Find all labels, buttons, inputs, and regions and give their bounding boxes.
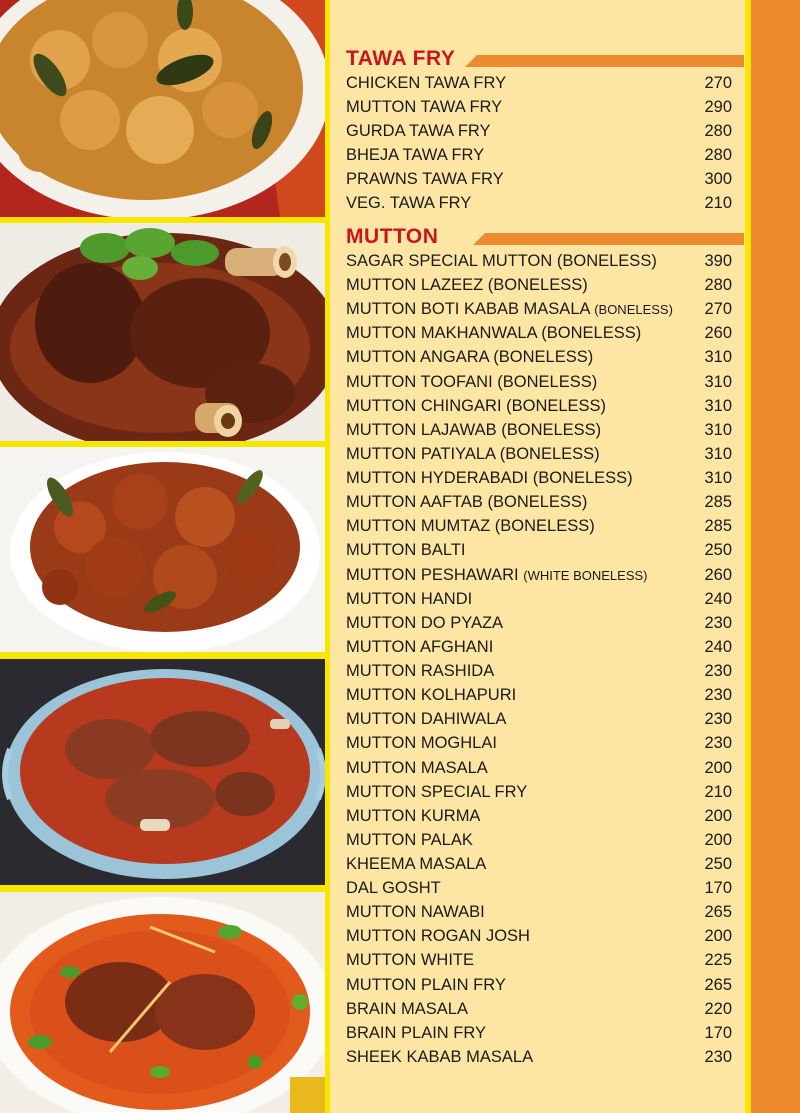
menu-item-note: (WHITE BONELESS): [523, 568, 648, 583]
menu-item-price: 265: [704, 903, 732, 921]
menu-item-price: 240: [704, 590, 732, 608]
menu-item-name: MUTTON KOLHAPURI: [346, 686, 517, 704]
menu-item-price: 300: [704, 170, 732, 188]
menu-item: [346, 321, 732, 345]
menu-item-price: 310: [704, 397, 732, 415]
section-title: MUTTON: [346, 225, 439, 248]
menu-item-price: 310: [704, 445, 732, 463]
menu-item-name: MUTTON PATIYALA (BONELESS): [346, 445, 600, 463]
menu-item: [346, 707, 732, 731]
menu-item: [346, 273, 732, 297]
menu-item-price: 230: [704, 734, 732, 752]
menu-item: [346, 563, 732, 587]
menu-item: [346, 95, 732, 119]
menu-item: [346, 466, 732, 490]
menu-item-price: 200: [704, 807, 732, 825]
menu-item: [346, 297, 732, 321]
menu-item-name: MUTTON PESHAWARI: [346, 566, 519, 584]
menu-item: [346, 71, 732, 95]
menu-item: [346, 143, 732, 167]
menu-item-price: 310: [704, 469, 732, 487]
menu-item-price: 210: [704, 783, 732, 801]
menu-item-name: SHEEK KABAB MASALA: [346, 1048, 534, 1066]
menu-item-name: MUTTON MASALA: [346, 759, 488, 777]
menu-item-name: GURDA TAWA FRY: [346, 122, 491, 140]
menu-item-name: MUTTON WHITE: [346, 951, 475, 969]
menu-item-price: 280: [704, 122, 732, 140]
mutton-shank-curry-photo-icon: [0, 223, 325, 441]
menu-item-price: 250: [704, 855, 732, 873]
section-title: TAWA FRY: [346, 47, 456, 70]
menu-item-name: MUTTON LAZEEZ (BONELESS): [346, 276, 588, 294]
menu-item-price: 390: [704, 252, 732, 270]
menu-item-price: 260: [704, 324, 732, 342]
menu-item-price: 285: [704, 517, 732, 535]
menu-item-price: 220: [704, 1000, 732, 1018]
menu-item-name: MUTTON BOTI KABAB MASALA: [346, 300, 590, 318]
menu-item-name: MUTTON TOOFANI (BONELESS): [346, 373, 598, 391]
menu-item: [346, 659, 732, 683]
menu-item: [346, 418, 732, 442]
mutton-dry-masala-photo-icon: [0, 447, 325, 652]
mutton-nihari-bowl-photo-icon: [0, 892, 325, 1113]
menu-item-name: MUTTON KURMA: [346, 807, 481, 825]
section-heading-bar: [465, 55, 744, 67]
menu-item-price: 310: [704, 421, 732, 439]
menu-item-price: 200: [704, 831, 732, 849]
menu-item-price: 270: [704, 74, 732, 92]
menu-item: [346, 997, 732, 1021]
menu-item-price: 170: [704, 1024, 732, 1042]
menu-item-name: BRAIN PLAIN FRY: [346, 1024, 486, 1042]
mutton-curry-glass-bowl-photo-icon: [0, 659, 325, 885]
menu-item: [346, 852, 732, 876]
menu-item-price: 310: [704, 348, 732, 366]
orange-side-strip: [751, 0, 800, 1113]
menu-item: [346, 635, 732, 659]
menu-item: [346, 538, 732, 562]
menu-item-name: MUTTON ROGAN JOSH: [346, 927, 530, 945]
menu-item-price: 225: [704, 951, 732, 969]
menu-item-price: 270: [704, 300, 732, 318]
menu-item: [346, 167, 732, 191]
menu-item-price: 260: [704, 566, 732, 584]
menu-item: [346, 804, 732, 828]
menu-item: [346, 611, 732, 635]
menu-item-name: MUTTON HANDI: [346, 590, 473, 608]
menu-item-name: BRAIN MASALA: [346, 1000, 468, 1018]
menu-item: [346, 249, 732, 273]
menu-item: [346, 780, 732, 804]
menu-item-note: (BONELESS): [594, 302, 673, 317]
menu-item: [346, 345, 732, 369]
menu-item: [346, 731, 732, 755]
menu-item-name: MUTTON PLAIN FRY: [346, 976, 506, 994]
section-heading-tawa-fry: [346, 46, 744, 72]
menu-item-price: 290: [704, 98, 732, 116]
menu-item-price: 250: [704, 541, 732, 559]
menu-item: [346, 370, 732, 394]
menu-item-price: 230: [704, 662, 732, 680]
menu-item-price: 200: [704, 759, 732, 777]
menu-item-name: MUTTON AAFTAB (BONELESS): [346, 493, 588, 511]
food-photo-column: [0, 0, 330, 1113]
menu-item: [346, 1021, 732, 1045]
menu-item-price: 285: [704, 493, 732, 511]
menu-item-price: 210: [704, 194, 732, 212]
section-heading-mutton: [346, 224, 744, 250]
menu-item-price: 170: [704, 879, 732, 897]
menu-item-name: MUTTON SPECIAL FRY: [346, 783, 528, 801]
menu-item-name: MUTTON DAHIWALA: [346, 710, 507, 728]
menu-item-name: MUTTON LAJAWAB (BONELESS): [346, 421, 602, 439]
menu-item: [346, 900, 732, 924]
menu-item: [346, 828, 732, 852]
section-heading-bar: [473, 233, 744, 245]
menu-item-name: MUTTON BALTI: [346, 541, 466, 559]
menu-item-name: PRAWNS TAWA FRY: [346, 170, 504, 188]
menu-item-name: MUTTON ANGARA (BONELESS): [346, 348, 594, 366]
menu-item-name: MUTTON PALAK: [346, 831, 473, 849]
menu-item-price: 240: [704, 638, 732, 656]
menu-item: [346, 683, 732, 707]
menu-item-price: 280: [704, 276, 732, 294]
menu-item: [346, 394, 732, 418]
menu-item-price: 230: [704, 1048, 732, 1066]
menu-item-name: SAGAR SPECIAL MUTTON (BONELESS): [346, 252, 657, 270]
menu-item-name: MUTTON HYDERABADI (BONELESS): [346, 469, 633, 487]
menu-item: [346, 442, 732, 466]
menu-item: [346, 924, 732, 948]
menu-item-name: MUTTON MAKHANWALA (BONELESS): [346, 324, 642, 342]
menu-item-name: BHEJA TAWA FRY: [346, 146, 485, 164]
menu-item-name: MUTTON MOGHLAI: [346, 734, 497, 752]
menu-item-price: 230: [704, 614, 732, 632]
menu-item-price: 310: [704, 373, 732, 391]
menu-item-name: MUTTON DO PYAZA: [346, 614, 504, 632]
menu-item-name: DAL GOSHT: [346, 879, 441, 897]
menu-item-name: MUTTON CHINGARI (BONELESS): [346, 397, 607, 415]
menu-item-name: MUTTON RASHIDA: [346, 662, 495, 680]
menu-item: [346, 948, 732, 972]
menu-item: [346, 490, 732, 514]
menu-item-name: MUTTON NAWABI: [346, 903, 485, 921]
menu-item-price: 230: [704, 710, 732, 728]
menu-item: [346, 973, 732, 997]
menu-item: [346, 876, 732, 900]
menu-item: [346, 514, 732, 538]
menu-item: [346, 1045, 732, 1069]
menu-item-price: 200: [704, 927, 732, 945]
menu-item-price: 230: [704, 686, 732, 704]
menu-item-name: MUTTON AFGHANI: [346, 638, 494, 656]
menu-item: [346, 191, 732, 215]
menu-item: [346, 756, 732, 780]
menu-item-price: 265: [704, 976, 732, 994]
menu-item-name: MUTTON MUMTAZ (BONELESS): [346, 517, 595, 535]
menu-item: [346, 587, 732, 611]
menu-item-name: MUTTON TAWA FRY: [346, 98, 503, 116]
menu-item: [346, 119, 732, 143]
menu-item-name: KHEEMA MASALA: [346, 855, 487, 873]
menu-item-name: VEG. TAWA FRY: [346, 194, 472, 212]
prawn-curry-photo-icon: [0, 0, 325, 217]
menu-item-name: CHICKEN TAWA FRY: [346, 74, 507, 92]
menu-item-price: 280: [704, 146, 732, 164]
